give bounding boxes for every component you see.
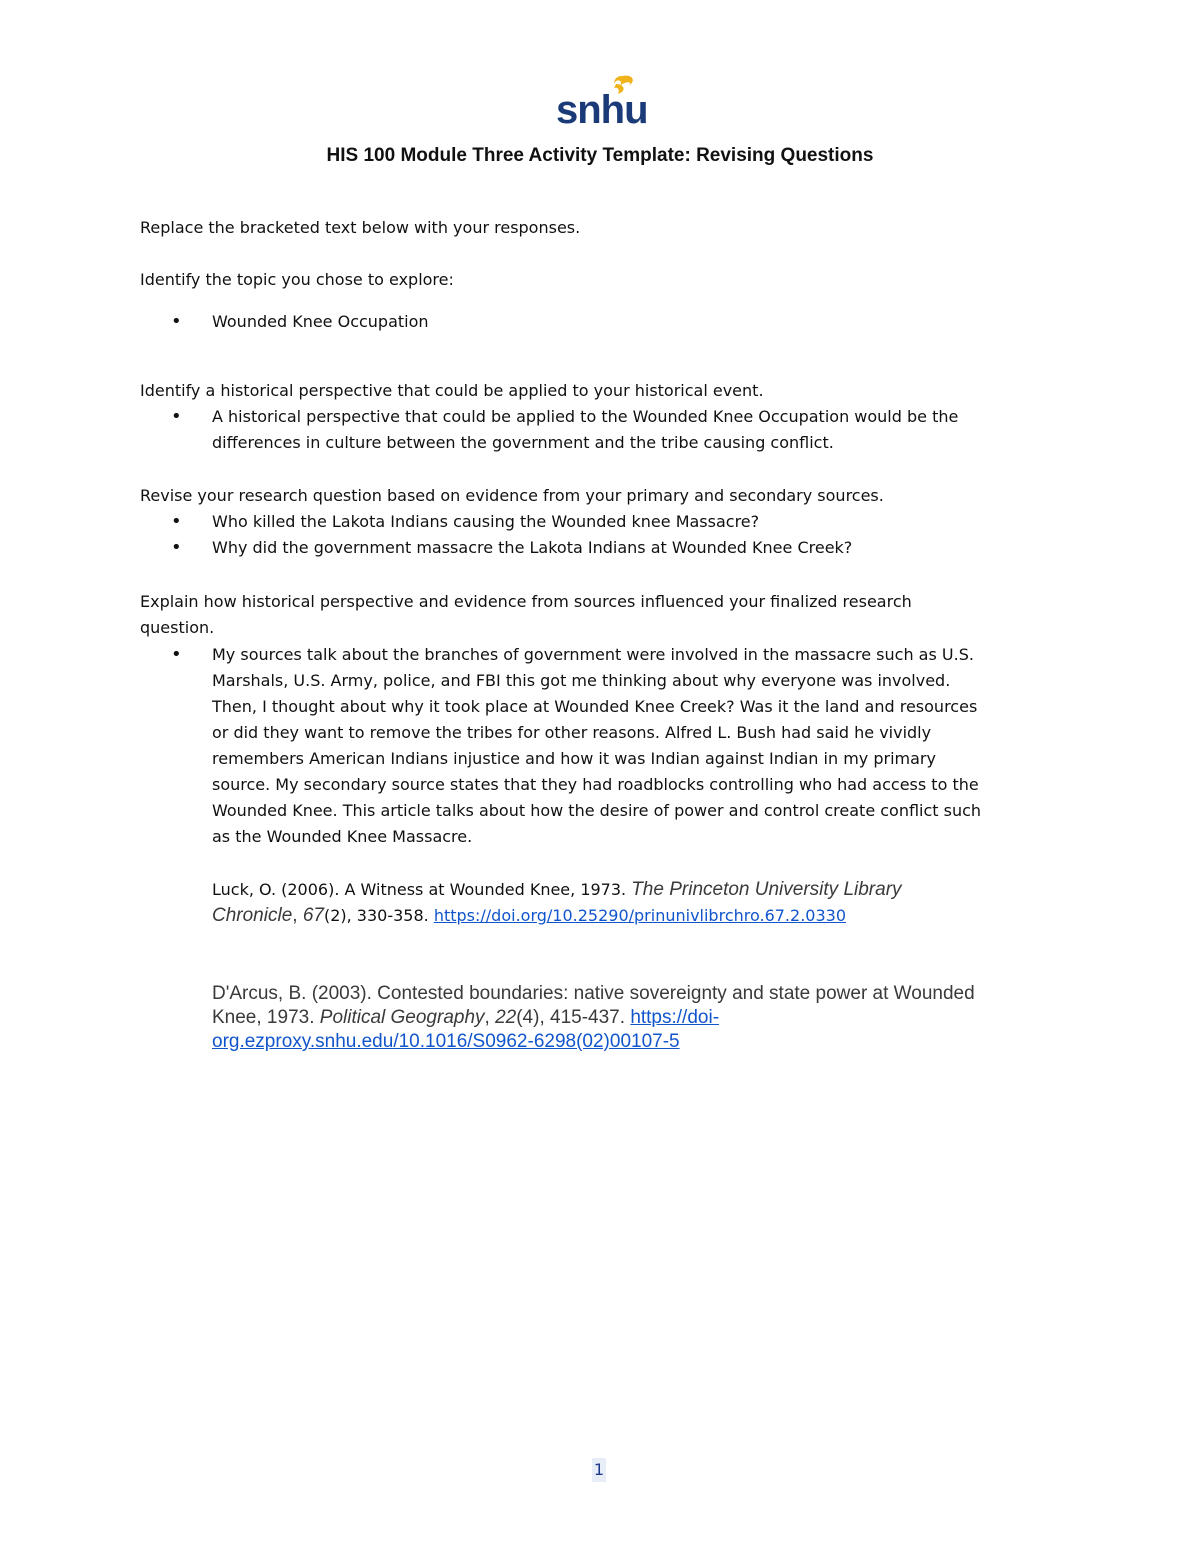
explain-answer-line: source. My secondary source states that they had roadblocks controlling who had access to the	[212, 775, 979, 794]
citation-author: Luck, O. (2006). A Witness at Wounded Knee, 1973.	[212, 880, 632, 899]
explain-answer-line: or did they want to remove the tribes for other reasons. Alfred L. Bush had said he vividly	[212, 723, 932, 742]
research-question: Who killed the Lakota Indians causing the Wounded knee Massacre?	[212, 512, 760, 531]
bullet-icon: •	[171, 311, 182, 332]
citation-journal: Chronicle	[212, 905, 293, 926]
bullet-icon: •	[171, 537, 182, 558]
revise-prompt: Revise your research question based on evidence from your primary and secondary sources.	[140, 486, 884, 505]
bullet-icon: •	[171, 406, 182, 427]
document-title: HIS 100 Module Three Activity Template: Revising Questions	[326, 145, 874, 166]
citation-separator: ,	[484, 1007, 496, 1028]
bullet-icon: •	[171, 511, 182, 532]
citation-doi-link[interactable]: https://doi.org/10.25290/prinunivlibrchro.67.2.0330	[433, 906, 846, 925]
explain-answer-line: Then, I thought about why it took place at Wounded Knee Creek? Was it the land and resources	[212, 697, 978, 716]
citation-journal: The Princeton University Library	[631, 879, 902, 900]
perspective-answer-line: A historical perspective that could be applied to the Wounded Knee Occupation would be the	[212, 407, 959, 426]
citation-issue-pages: (2), 330-358.	[323, 906, 434, 925]
citation-issue-pages: (4), 415-437.	[516, 1007, 631, 1028]
explain-prompt-line: Explain how historical perspective and evidence from sources influenced your finalized research	[140, 592, 912, 611]
citation-separator: ,	[292, 905, 303, 926]
citation-doi-link[interactable]: org.ezproxy.snhu.edu/10.1016/S0962-6298(02)00107-5	[212, 1031, 680, 1052]
research-question: Why did the government massacre the Lakota Indians at Wounded Knee Creek?	[212, 538, 853, 557]
explain-prompt	[140, 589, 1060, 641]
citation-darcus	[212, 982, 1072, 1054]
snhu-logo	[556, 72, 648, 132]
topic-answer: Wounded Knee Occupation	[212, 312, 429, 331]
citation-volume: 22	[495, 1007, 517, 1028]
bullet-icon: •	[171, 644, 182, 665]
citation-luck	[212, 877, 1062, 929]
explain-answer-line: Marshals, U.S. Army, police, and FBI this got me thinking about why everyone was involved.	[212, 671, 951, 690]
explain-answer-line: Wounded Knee. This article talks about how the desire of power and control create conflict such	[212, 801, 982, 820]
citation-line: D'Arcus, B. (2003). Contested boundaries: native sovereignty and state power at Wounded	[212, 983, 975, 1004]
citation-doi-link[interactable]: https://doi-	[630, 1007, 720, 1028]
instructions-text: Replace the bracketed text below with your responses.	[140, 218, 581, 237]
explain-prompt-line: question.	[140, 618, 215, 637]
citation-journal: Political Geography	[319, 1007, 485, 1028]
explain-answer-line: remembers American Indians injustice and how it was Indian against Indian in my primary	[212, 749, 936, 768]
perspective-answer-line: differences in culture between the government and the tribe causing conflict.	[212, 433, 834, 452]
page-number: 1	[592, 1458, 606, 1482]
citation-volume: 67	[302, 905, 324, 926]
explain-answer-line: as the Wounded Knee Massacre.	[212, 827, 473, 846]
topic-prompt: Identify the topic you chose to explore:	[140, 270, 454, 289]
logo-wordmark: snhu	[556, 88, 648, 132]
explain-answer-line: My sources talk about the branches of government were involved in the massacre such as U.S.	[212, 645, 974, 664]
perspective-prompt: Identify a historical perspective that could be applied to your historical event.	[140, 381, 764, 400]
citation-text: Knee, 1973.	[212, 1007, 320, 1028]
